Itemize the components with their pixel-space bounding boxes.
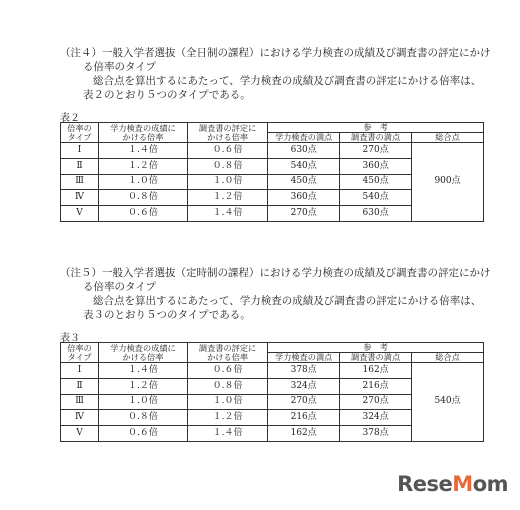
cell-exam-max: 540点 <box>268 158 340 174</box>
cell-report-multiplier: １.０倍 <box>187 394 267 410</box>
header-exam-multiplier: 学力検査の成績に かける倍率 <box>99 123 188 143</box>
cell-exam-multiplier: ０.８倍 <box>99 190 188 206</box>
table-row <box>61 143 484 159</box>
cell-report-multiplier: ０.８倍 <box>187 378 267 394</box>
cell-exam-multiplier: ０.８倍 <box>99 410 188 426</box>
cell-report-multiplier: １.０倍 <box>187 174 267 190</box>
cell-report-multiplier: １.４倍 <box>187 206 267 222</box>
header-exam-max: 学力検査の満点 <box>268 133 340 143</box>
cell-report-max: 630点 <box>340 206 412 222</box>
cell-exam-max: 324点 <box>268 378 340 394</box>
cell-exam-multiplier: １.０倍 <box>99 174 188 190</box>
cell-exam-max: 360点 <box>268 190 340 206</box>
table-row <box>61 363 484 379</box>
header-exam-max: 学力検査の満点 <box>268 353 340 363</box>
cell-exam-multiplier: １.４倍 <box>99 363 188 379</box>
cell-report-max: 216点 <box>340 378 412 394</box>
header-reference: 参 考 <box>268 343 484 353</box>
cell-report-multiplier: １.４倍 <box>187 426 267 442</box>
cell-exam-max: 270点 <box>268 394 340 410</box>
table-2 <box>60 122 484 222</box>
header-report-multiplier: 調査書の評定に かける倍率 <box>187 123 267 143</box>
note-4 <box>60 46 491 102</box>
header-reference: 参 考 <box>268 123 484 133</box>
cell-exam-max: 270点 <box>268 206 340 222</box>
cell-type: Ⅲ <box>61 394 99 410</box>
table-3 <box>60 342 484 442</box>
cell-exam-multiplier: ０.６倍 <box>99 206 188 222</box>
cell-exam-max: 162点 <box>268 426 340 442</box>
cell-type: Ⅳ <box>61 190 99 206</box>
cell-report-multiplier: １.２倍 <box>187 410 267 426</box>
cell-exam-max: 450点 <box>268 174 340 190</box>
cell-type: Ⅴ <box>61 426 99 442</box>
cell-type: Ⅳ <box>61 410 99 426</box>
header-report-max: 調査書の満点 <box>340 353 412 363</box>
cell-report-multiplier: ０.６倍 <box>187 363 267 379</box>
cell-type: Ⅰ <box>61 143 99 159</box>
header-type: 倍率の タイプ <box>61 343 99 363</box>
cell-report-multiplier: １.２倍 <box>187 190 267 206</box>
cell-exam-multiplier: １.２倍 <box>99 158 188 174</box>
note-4-line-3: 総合点を算出するにあたって、学力検査の成績及び調査書の評定にかける倍率は、 <box>93 75 482 87</box>
header-report-max: 調査書の満点 <box>340 133 412 143</box>
header-row <box>61 123 484 133</box>
note-5-line-3: 総合点を算出するにあたって、学力検査の成績及び調査書の評定にかける倍率は、 <box>93 295 482 307</box>
cell-exam-multiplier: １.４倍 <box>99 143 188 159</box>
cell-report-multiplier: ０.６倍 <box>187 143 267 159</box>
cell-report-multiplier: ０.８倍 <box>187 158 267 174</box>
cell-exam-multiplier: ０.６倍 <box>99 426 188 442</box>
cell-type: Ⅲ <box>61 174 99 190</box>
cell-report-max: 324点 <box>340 410 412 426</box>
cell-report-max: 450点 <box>340 174 412 190</box>
note-4-line-1: （注４）一般入学者選抜（全日制の課程）における学力検査の成績及び調査書の評定にかけ <box>60 47 491 59</box>
note-5-line-2: る倍率のタイプ <box>83 281 156 293</box>
cell-exam-multiplier: １.２倍 <box>99 378 188 394</box>
header-total: 総合点 <box>412 133 484 143</box>
cell-report-max: 270点 <box>340 143 412 159</box>
cell-exam-max: 630点 <box>268 143 340 159</box>
header-row <box>61 343 484 353</box>
cell-total: 900点 <box>412 143 484 222</box>
table-2-label: 表２ <box>60 113 80 124</box>
cell-exam-max: 378点 <box>268 363 340 379</box>
cell-report-max: 360点 <box>340 158 412 174</box>
cell-type: Ⅱ <box>61 378 99 394</box>
note-4-line-2: る倍率のタイプ <box>83 61 156 73</box>
note-5-line-4: 表３のとおり５つのタイプである。 <box>83 309 251 321</box>
table-3-label: 表３ <box>60 333 80 344</box>
cell-exam-multiplier: １.０倍 <box>99 394 188 410</box>
note-5 <box>60 266 491 322</box>
note-4-line-4: 表２のとおり５つのタイプである。 <box>83 89 251 101</box>
resemom-logo: ReseMom <box>397 472 508 496</box>
cell-type: Ⅰ <box>61 363 99 379</box>
note-5-line-1: （注５）一般入学者選抜（定時制の課程）における学力検査の成績及び調査書の評定にかけ <box>60 267 491 279</box>
cell-report-max: 162点 <box>340 363 412 379</box>
cell-report-max: 378点 <box>340 426 412 442</box>
header-total: 総合点 <box>412 353 484 363</box>
cell-report-max: 270点 <box>340 394 412 410</box>
header-report-multiplier: 調査書の評定に かける倍率 <box>187 343 267 363</box>
cell-report-max: 540点 <box>340 190 412 206</box>
header-type: 倍率の タイプ <box>61 123 99 143</box>
cell-type: Ⅴ <box>61 206 99 222</box>
header-exam-multiplier: 学力検査の成績に かける倍率 <box>99 343 188 363</box>
cell-type: Ⅱ <box>61 158 99 174</box>
cell-exam-max: 216点 <box>268 410 340 426</box>
cell-total: 540点 <box>412 363 484 442</box>
